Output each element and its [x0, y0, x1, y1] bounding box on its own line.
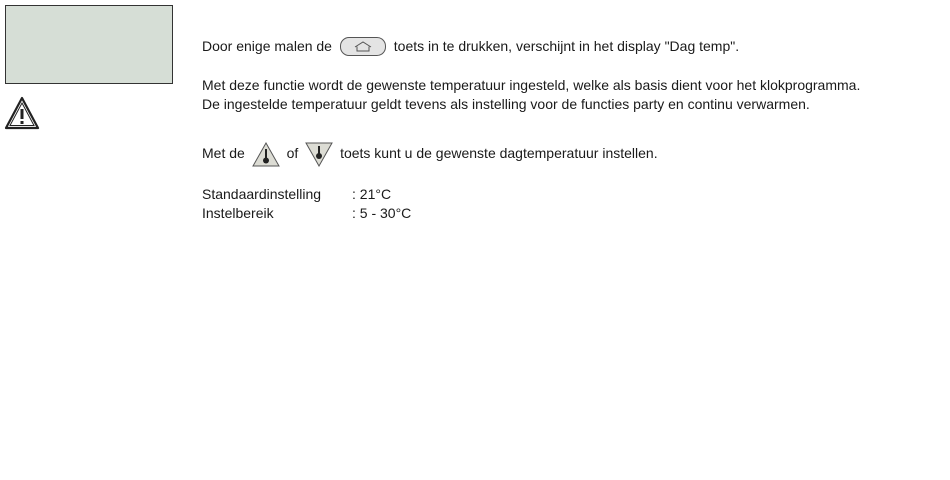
setting-value: : 5 - 30°C — [352, 205, 412, 221]
para3-text-start: Met de — [202, 145, 245, 162]
setting-label: Standaardinstelling — [202, 186, 322, 202]
lcd-display — [5, 5, 173, 84]
paragraph-function-line2: De ingestelde temperatuur geldt tevens als instelling voor de functies party en continu verwarmen. — [202, 96, 810, 112]
setting-label: Instelbereik — [202, 205, 274, 221]
para1-text-start: Door enige malen de — [202, 38, 332, 54]
home-button-icon — [340, 37, 386, 56]
warning-icon — [4, 96, 40, 130]
setting-value: : 21°C — [352, 186, 392, 202]
temp-down-icon — [305, 142, 333, 167]
para3-text-or: of — [286, 145, 299, 162]
paragraph-display-info — [202, 37, 739, 57]
paragraph-function-line1: Met deze functie wordt de gewenste temperatuur ingesteld, welke als basis dient voor het klokprogramma. — [202, 77, 861, 93]
temp-up-icon — [252, 142, 280, 167]
para1-text-end: toets in te drukken, verschijnt in het display "Dag temp". — [393, 38, 740, 54]
settings-row-default — [202, 185, 391, 203]
settings-row-range — [202, 204, 411, 222]
paragraph-adjust — [202, 142, 658, 167]
para3-text-end: toets kunt u de gewenste dagtemperatuur instellen. — [340, 145, 658, 162]
